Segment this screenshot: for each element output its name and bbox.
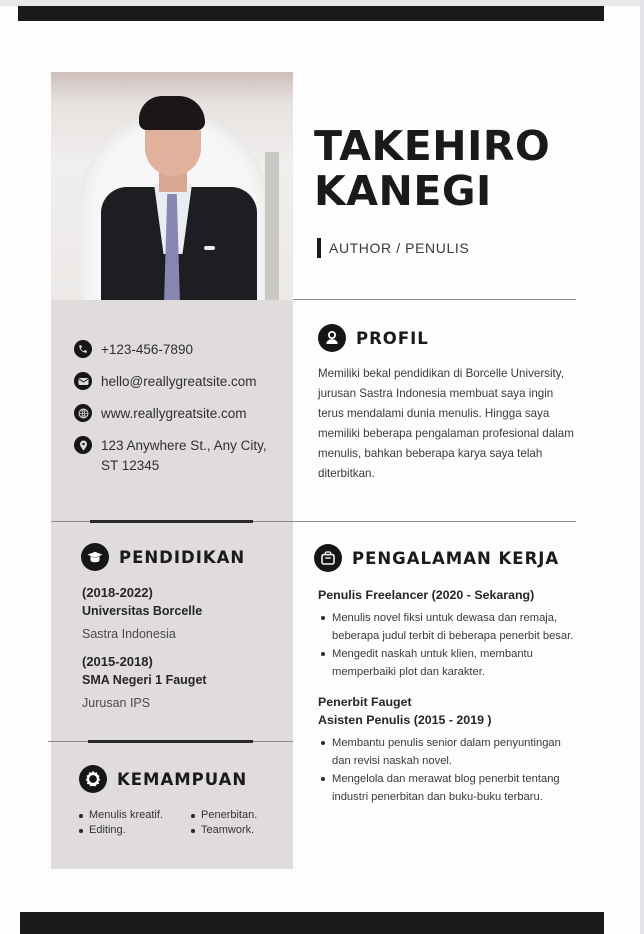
section-divider-accent [90,520,253,523]
job-bullet: Mengedit naskah untuk klien, membantu memperbaiki plot dan karakter. [318,645,580,681]
location-icon [74,436,92,454]
job-entry: Penerbit Fauget Asisten Penulis (2015 - 2019 ) Membantu penulis senior dalam penyuntingan dan revisi naskah novel. Mengelola dan merawat blog penerbit tentang industri penerbitan dan buku-buku terbaru. [318,693,580,806]
page-scrollbar[interactable] [640,0,644,934]
experience-list [318,586,580,818]
skills-heading: KEMAMPUAN [79,765,247,793]
top-accent-bar [18,6,604,21]
contact-address: 123 Anywhere St., Any City, ST 12345 [74,436,284,476]
skill-item: Teamwork. [190,823,288,838]
education-item: (2018-2022) Universitas Borcelle Sastra Indonesia [82,585,203,641]
experience-heading: PENGALAMAN KERJA [314,544,559,572]
role-label: AUTHOR / PENULIS [329,240,470,256]
user-icon [318,324,346,352]
job-role [317,238,469,258]
globe-icon [74,404,92,422]
gear-icon [79,765,107,793]
education-item: (2015-2018) SMA Negeri 1 Fauget Jurusan IPS [82,654,207,710]
name-first: TAKEHIRO [314,122,551,170]
header-divider [293,299,576,300]
contact-phone: +123-456-7890 [74,340,284,360]
section-divider-left-accent [88,740,253,743]
bottom-accent-bar [20,912,604,934]
skill-item: Editing. [78,823,190,838]
education-list [82,584,282,722]
role-accent-mark [317,238,321,258]
job-bullet: Membantu penulis senior dalam penyuntingan dan revisi naskah novel. [318,734,580,770]
email-icon [74,372,92,390]
graduation-cap-icon [81,543,109,571]
name-last: KANEGI [314,167,492,215]
profile-summary: Memiliki bekal pendidikan di Borcelle University, jurusan Sastra Indonesia membuat saya ingin terus mendalami dunia menulis. Hingga saya memiliki beberapa pengalaman profesional dalam menulis, bahkan beberapa karya saya telah diterbitkan. [318,367,574,480]
education-heading: PENDIDIKAN [81,543,245,571]
candidate-name [314,124,550,214]
contact-list [74,340,284,488]
skill-item: Penerbitan. [190,808,288,823]
skills-list [78,808,288,838]
profile-heading: PROFIL [318,324,429,352]
phone-icon [74,340,92,358]
profile-photo [51,72,293,300]
contact-email: hello@reallygreatsite.com [74,372,284,392]
skill-item: Menulis kreatif. [78,808,190,823]
briefcase-icon [314,544,342,572]
job-bullet: Menulis novel fiksi untuk dewasa dan remaja, beberapa judul terbit di beberapa penerbit besar. [318,609,580,645]
job-entry: Penulis Freelancer (2020 - Sekarang) Menulis novel fiksi untuk dewasa dan remaja, beberapa judul terbit di beberapa penerbit besar. Mengedit naskah untuk klien, membantu memperbaiki plot dan karakter. [318,586,580,681]
job-bullet: Mengelola dan merawat blog penerbit tentang industri penerbitan dan buku-buku terbaru. [318,770,580,806]
contact-website: www.reallygreatsite.com [74,404,284,424]
